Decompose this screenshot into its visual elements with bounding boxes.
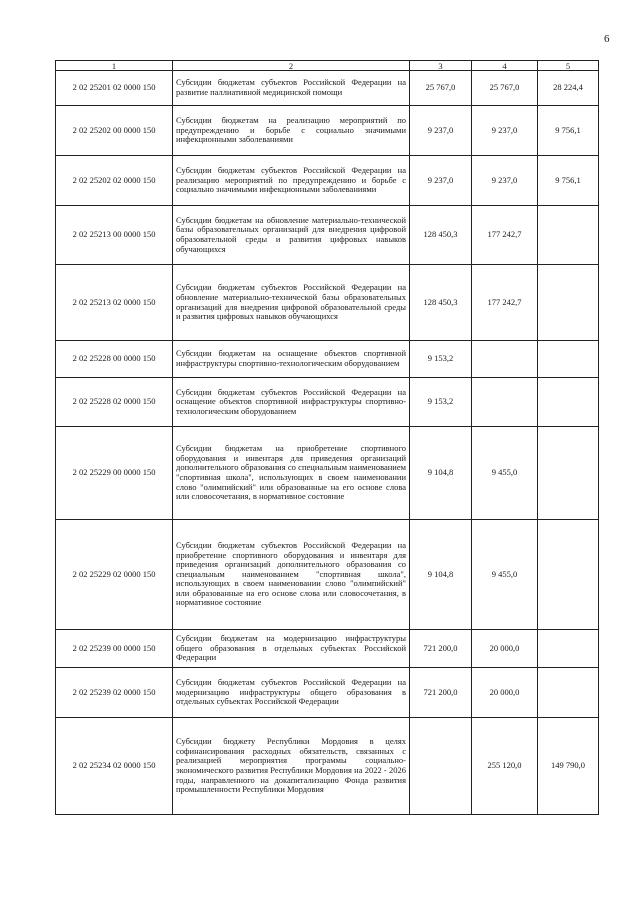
table-row (56, 341, 599, 378)
value-col4-cell: 25 767,0 (472, 71, 538, 106)
value-col5-cell: 9 756,1 (538, 156, 599, 206)
budget-code-cell: 2 02 25229 00 0000 150 (56, 427, 173, 520)
value-col3-cell: 9 237,0 (410, 156, 472, 206)
column-header: 5 (538, 61, 599, 71)
value-col3-cell: 9 153,2 (410, 378, 472, 427)
budget-code-cell: 2 02 25202 02 0000 150 (56, 156, 173, 206)
value-col5-cell (538, 265, 599, 341)
value-col5-cell (538, 520, 599, 630)
value-col4-cell: 9 455,0 (472, 520, 538, 630)
description-cell: Субсидии бюджету Республики Мордовия в целях софинансирования расходных обязательств, связанных с реализацией мероприятия программы социально-экономического развития Республики Мордовия на 2022 - 2026 годы, направленного на докапитализацию Фонда развития промышленности Республики Мордовия (173, 718, 410, 815)
budget-code-cell: 2 02 25229 02 0000 150 (56, 520, 173, 630)
description-cell: Субсидии бюджетам субъектов Российской Федерации на обновление материально-технической базы образовательных организаций для внедрения цифровой образовательной среды и развития цифровых навыков обучающихся (173, 265, 410, 341)
budget-code-cell: 2 02 25239 00 0000 150 (56, 630, 173, 668)
value-col4-cell: 9 237,0 (472, 156, 538, 206)
description-cell: Субсидии бюджетам субъектов Российской Федерации на приобретение спортивного оборудования и инвентаря для приведения организаций дополнительного образования со специальным наименованием "спортивная школа", использующих в своем наименовании слово "олимпийский" или образованные на его основе слова или словосочетания, в нормативное состояние (173, 520, 410, 630)
budget-code-cell: 2 02 25201 02 0000 150 (56, 71, 173, 106)
value-col5-cell (538, 206, 599, 265)
value-col4-cell: 20 000,0 (472, 668, 538, 718)
column-header: 1 (56, 61, 173, 71)
description-cell: Субсидии бюджетам на модернизацию инфраструктуры общего образования в отдельных субъектах Российской Федерации (173, 630, 410, 668)
table-row (56, 718, 599, 815)
value-col3-cell: 721 200,0 (410, 630, 472, 668)
page-number: 6 (604, 33, 610, 45)
table-row (56, 520, 599, 630)
value-col4-cell: 9 455,0 (472, 427, 538, 520)
description-cell: Субсидии бюджетам субъектов Российской Федерации на развитие паллиативной медицинской помощи (173, 71, 410, 106)
value-col4-cell: 177 242,7 (472, 265, 538, 341)
table-row (56, 206, 599, 265)
table-row (56, 427, 599, 520)
value-col3-cell: 128 450,3 (410, 206, 472, 265)
value-col3-cell (410, 718, 472, 815)
value-col5-cell: 9 756,1 (538, 106, 599, 156)
value-col5-cell (538, 341, 599, 378)
value-col3-cell: 9 153,2 (410, 341, 472, 378)
value-col4-cell (472, 341, 538, 378)
budget-code-cell: 2 02 25228 00 0000 150 (56, 341, 173, 378)
budget-code-cell: 2 02 25213 00 0000 150 (56, 206, 173, 265)
description-cell: Субсидии бюджетам субъектов Российской Федерации на реализацию мероприятий по предупреждению и борьбе с социально значимыми инфекционными заболеваниями (173, 156, 410, 206)
table-row (56, 668, 599, 718)
table-row (56, 71, 599, 106)
value-col3-cell: 128 450,3 (410, 265, 472, 341)
budget-code-cell: 2 02 25239 02 0000 150 (56, 668, 173, 718)
budget-table (55, 60, 599, 815)
value-col4-cell (472, 378, 538, 427)
value-col5-cell: 28 224,4 (538, 71, 599, 106)
value-col5-cell (538, 668, 599, 718)
value-col5-cell (538, 427, 599, 520)
value-col5-cell: 149 790,0 (538, 718, 599, 815)
description-cell: Субсидии бюджетам на оснащение объектов спортивной инфраструктуры спортивно-технологическим оборудованием (173, 341, 410, 378)
budget-code-cell: 2 02 25202 00 0000 150 (56, 106, 173, 156)
column-header: 3 (410, 61, 472, 71)
table-row (56, 106, 599, 156)
table-row (56, 630, 599, 668)
value-col3-cell: 9 104,8 (410, 520, 472, 630)
value-col3-cell: 9 237,0 (410, 106, 472, 156)
column-header: 2 (173, 61, 410, 71)
value-col4-cell: 177 242,7 (472, 206, 538, 265)
description-cell: Субсидии бюджетам на приобретение спортивного оборудования и инвентаря для приведения организаций дополнительного образования со специальным наименованием "спортивная школа", использующих в своем наименовании слово "олимпийский" или образованные на его основе слова или словосочетания, в нормативное состояние (173, 427, 410, 520)
description-cell: Субсидии бюджетам субъектов Российской Федерации на модернизацию инфраструктуры общего образования в отдельных субъектах Российской Федерации (173, 668, 410, 718)
value-col3-cell: 721 200,0 (410, 668, 472, 718)
value-col3-cell: 9 104,8 (410, 427, 472, 520)
budget-code-cell: 2 02 25228 02 0000 150 (56, 378, 173, 427)
value-col4-cell: 9 237,0 (472, 106, 538, 156)
table-row (56, 156, 599, 206)
value-col5-cell (538, 630, 599, 668)
description-cell: Субсидии бюджетам на обновление материально-технической базы образовательных организаций для внедрения цифровой образовательной среды и развития цифровых навыков обучающихся (173, 206, 410, 265)
table-header-row (56, 61, 599, 71)
budget-code-cell: 2 02 25213 02 0000 150 (56, 265, 173, 341)
description-cell: Субсидии бюджетам на реализацию мероприятий по предупреждению и борьбе с социально значимыми инфекционными заболеваниями (173, 106, 410, 156)
table-row (56, 265, 599, 341)
column-header: 4 (472, 61, 538, 71)
value-col5-cell (538, 378, 599, 427)
value-col3-cell: 25 767,0 (410, 71, 472, 106)
value-col4-cell: 255 120,0 (472, 718, 538, 815)
budget-code-cell: 2 02 25234 02 0000 150 (56, 718, 173, 815)
description-cell: Субсидии бюджетам субъектов Российской Федерации на оснащение объектов спортивной инфраструктуры спортивно-технологическим оборудованием (173, 378, 410, 427)
value-col4-cell: 20 000,0 (472, 630, 538, 668)
table-row (56, 378, 599, 427)
